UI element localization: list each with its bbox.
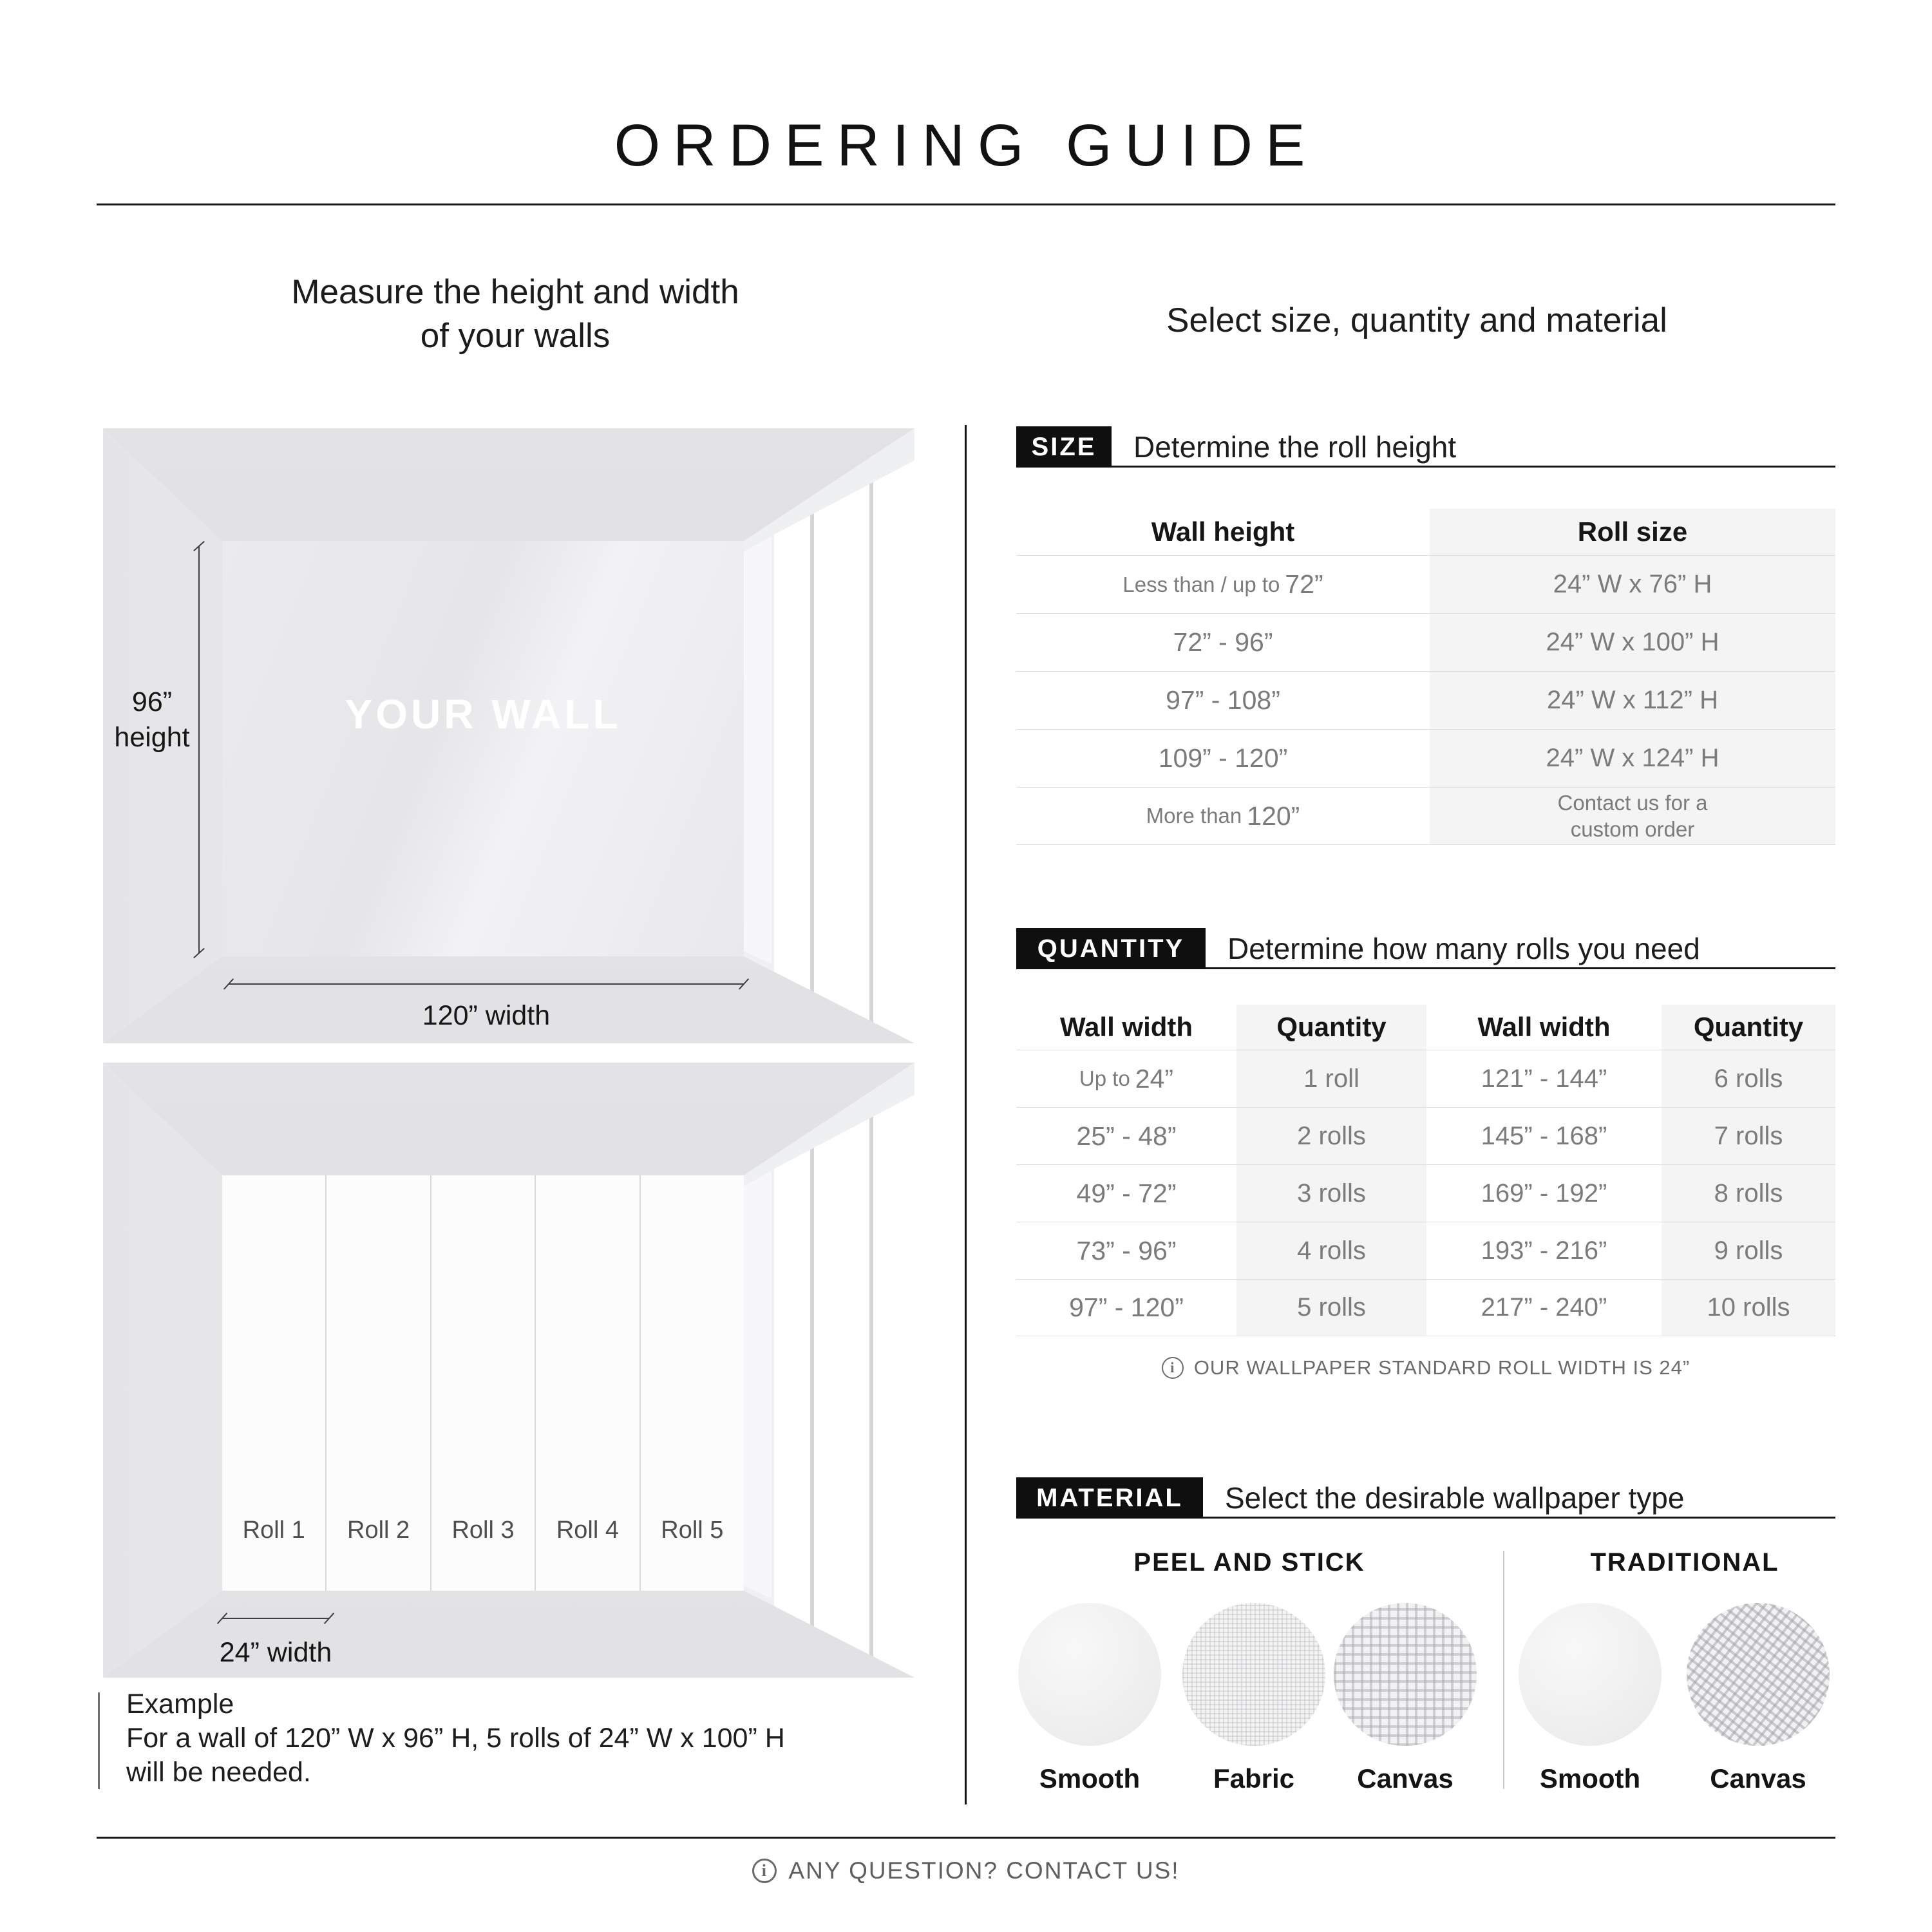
size-row-roll-size: 24” W x 124” H xyxy=(1430,729,1835,787)
measure-heading xyxy=(97,270,934,358)
room-illustration-rolls xyxy=(103,1063,914,1678)
quantity-table xyxy=(1016,1005,1835,1336)
width-dimension-line xyxy=(229,983,744,985)
example-line2: will be needed. xyxy=(126,1757,311,1788)
roll-panel-label: Roll 4 xyxy=(556,1517,619,1544)
footer xyxy=(0,1857,1932,1884)
roll-width-dimension-line xyxy=(222,1618,329,1619)
quantity-section-heading: Determine how many rolls you need xyxy=(1227,932,1700,965)
qty-cell-quantity: 7 rolls xyxy=(1662,1107,1835,1164)
swatch-traditional-canvas xyxy=(1687,1603,1830,1746)
example-title: Example xyxy=(126,1689,234,1719)
size-row-wall-height: More than 120” xyxy=(1016,787,1430,845)
info-icon xyxy=(752,1859,777,1883)
roll-panel xyxy=(327,1175,431,1591)
material-group-divider xyxy=(1503,1551,1504,1789)
qty-header-wall-width-1: Wall width xyxy=(1059,1012,1193,1042)
size-table-header-wall-height: Wall height xyxy=(1151,516,1295,547)
your-wall-label: YOUR WALL xyxy=(345,691,621,738)
back-wall xyxy=(222,541,744,956)
size-row-wall-height: 97” - 108” xyxy=(1016,671,1430,729)
room-illustration-measure xyxy=(103,428,914,1043)
traditional-label: TRADITIONAL xyxy=(1590,1548,1779,1577)
qty-cell-quantity: 10 rolls xyxy=(1662,1279,1835,1336)
height-word: height xyxy=(114,722,190,753)
roll-panels xyxy=(222,1175,744,1591)
material-section-rule xyxy=(1203,1517,1835,1519)
roll-panel xyxy=(641,1175,744,1591)
swatch-peel-fabric xyxy=(1182,1603,1325,1746)
swatch-peel-smooth xyxy=(1018,1603,1161,1746)
size-row-wall-height: Less than / up to 72” xyxy=(1016,555,1430,613)
size-row-roll-size: 24” W x 112” H xyxy=(1430,671,1835,729)
roll-width-note-text: OUR WALLPAPER STANDARD ROLL WIDTH IS 24” xyxy=(1193,1356,1690,1379)
material-badge: MATERIAL xyxy=(1016,1477,1203,1519)
qty-cell-quantity: 6 rolls xyxy=(1662,1050,1835,1107)
swatch-label: Canvas xyxy=(1710,1763,1806,1794)
measure-heading-line1: Measure the height and width xyxy=(291,273,739,311)
swatch-label: Smooth xyxy=(1039,1763,1141,1794)
roll-panel-label: Roll 2 xyxy=(347,1517,410,1544)
example-line1: For a wall of 120” W x 96” H, 5 rolls of 24” W x 100” H xyxy=(126,1723,785,1754)
qty-cell-wall-width: 145” - 168” xyxy=(1426,1107,1662,1164)
select-heading: Select size, quantity and material xyxy=(1166,301,1667,339)
info-icon xyxy=(1162,1357,1184,1379)
example-note xyxy=(98,1687,903,1790)
size-table xyxy=(1016,509,1835,845)
roll-panel-label: Roll 5 xyxy=(661,1517,724,1544)
bottom-divider xyxy=(97,1837,1835,1839)
qty-cell-quantity: 3 rolls xyxy=(1236,1164,1426,1222)
qty-cell-wall-width: 25” - 48” xyxy=(1016,1107,1236,1164)
size-row-wall-height: 109” - 120” xyxy=(1016,729,1430,787)
roll-width-dimension-label: 24” width xyxy=(219,1637,332,1668)
column-divider xyxy=(965,425,967,1804)
qty-cell-wall-width: 49” - 72” xyxy=(1016,1164,1236,1222)
size-row-roll-size: 24” W x 76” H xyxy=(1430,555,1835,613)
qty-cell-quantity: 9 rolls xyxy=(1662,1222,1835,1279)
roll-panel xyxy=(431,1175,536,1591)
measure-heading-line2: of your walls xyxy=(420,317,611,355)
roll-panel xyxy=(536,1175,640,1591)
qty-cell-wall-width: 217” - 240” xyxy=(1426,1279,1662,1336)
qty-cell-wall-width: 73” - 96” xyxy=(1016,1222,1236,1279)
swatch-label: Fabric xyxy=(1213,1763,1295,1794)
size-row-roll-size: Contact us for a custom order xyxy=(1430,787,1835,845)
size-section-rule xyxy=(1112,466,1835,468)
example-accent-bar xyxy=(98,1692,100,1789)
swatch-label: Canvas xyxy=(1357,1763,1454,1794)
qty-header-quantity-2: Quantity xyxy=(1662,1005,1835,1050)
peel-and-stick-label: PEEL AND STICK xyxy=(1133,1548,1365,1577)
roll-panel-label: Roll 3 xyxy=(451,1517,515,1544)
size-badge: SIZE xyxy=(1016,426,1112,468)
roll-panel-label: Roll 1 xyxy=(242,1517,305,1544)
roll-panel xyxy=(222,1175,327,1591)
qty-cell-wall-width: Up to 24” xyxy=(1016,1050,1236,1107)
quantity-section-rule xyxy=(1206,967,1835,969)
qty-header-quantity-1: Quantity xyxy=(1236,1005,1426,1050)
size-section-heading: Determine the roll height xyxy=(1133,430,1457,464)
height-value: 96” xyxy=(131,687,173,717)
page-title: ORDERING GUIDE xyxy=(614,112,1318,178)
size-table-header-roll-size: Roll size xyxy=(1430,509,1835,555)
footer-text: ANY QUESTION? CONTACT US! xyxy=(788,1857,1180,1884)
quantity-badge: QUANTITY xyxy=(1016,928,1206,969)
swatch-traditional-smooth xyxy=(1519,1603,1662,1746)
back-wall xyxy=(222,1175,744,1591)
qty-cell-quantity: 5 rolls xyxy=(1236,1279,1426,1336)
qty-cell-quantity: 4 rolls xyxy=(1236,1222,1426,1279)
qty-cell-wall-width: 97” - 120” xyxy=(1016,1279,1236,1336)
qty-cell-wall-width: 193” - 216” xyxy=(1426,1222,1662,1279)
width-dimension-label: 120” width xyxy=(422,1000,551,1031)
swatch-peel-canvas xyxy=(1334,1603,1477,1746)
swatch-label: Smooth xyxy=(1539,1763,1641,1794)
material-section-heading: Select the desirable wallpaper type xyxy=(1225,1481,1685,1515)
qty-cell-quantity: 1 roll xyxy=(1236,1050,1426,1107)
roll-width-note xyxy=(1016,1356,1835,1379)
size-row-wall-height: 72” - 96” xyxy=(1016,613,1430,671)
size-row-roll-size: 24” W x 100” H xyxy=(1430,613,1835,671)
top-divider xyxy=(97,204,1835,205)
qty-cell-wall-width: 169” - 192” xyxy=(1426,1164,1662,1222)
qty-header-wall-width-2: Wall width xyxy=(1477,1012,1611,1042)
height-dimension-label xyxy=(103,685,201,755)
qty-cell-wall-width: 121” - 144” xyxy=(1426,1050,1662,1107)
qty-cell-quantity: 2 rolls xyxy=(1236,1107,1426,1164)
qty-cell-quantity: 8 rolls xyxy=(1662,1164,1835,1222)
